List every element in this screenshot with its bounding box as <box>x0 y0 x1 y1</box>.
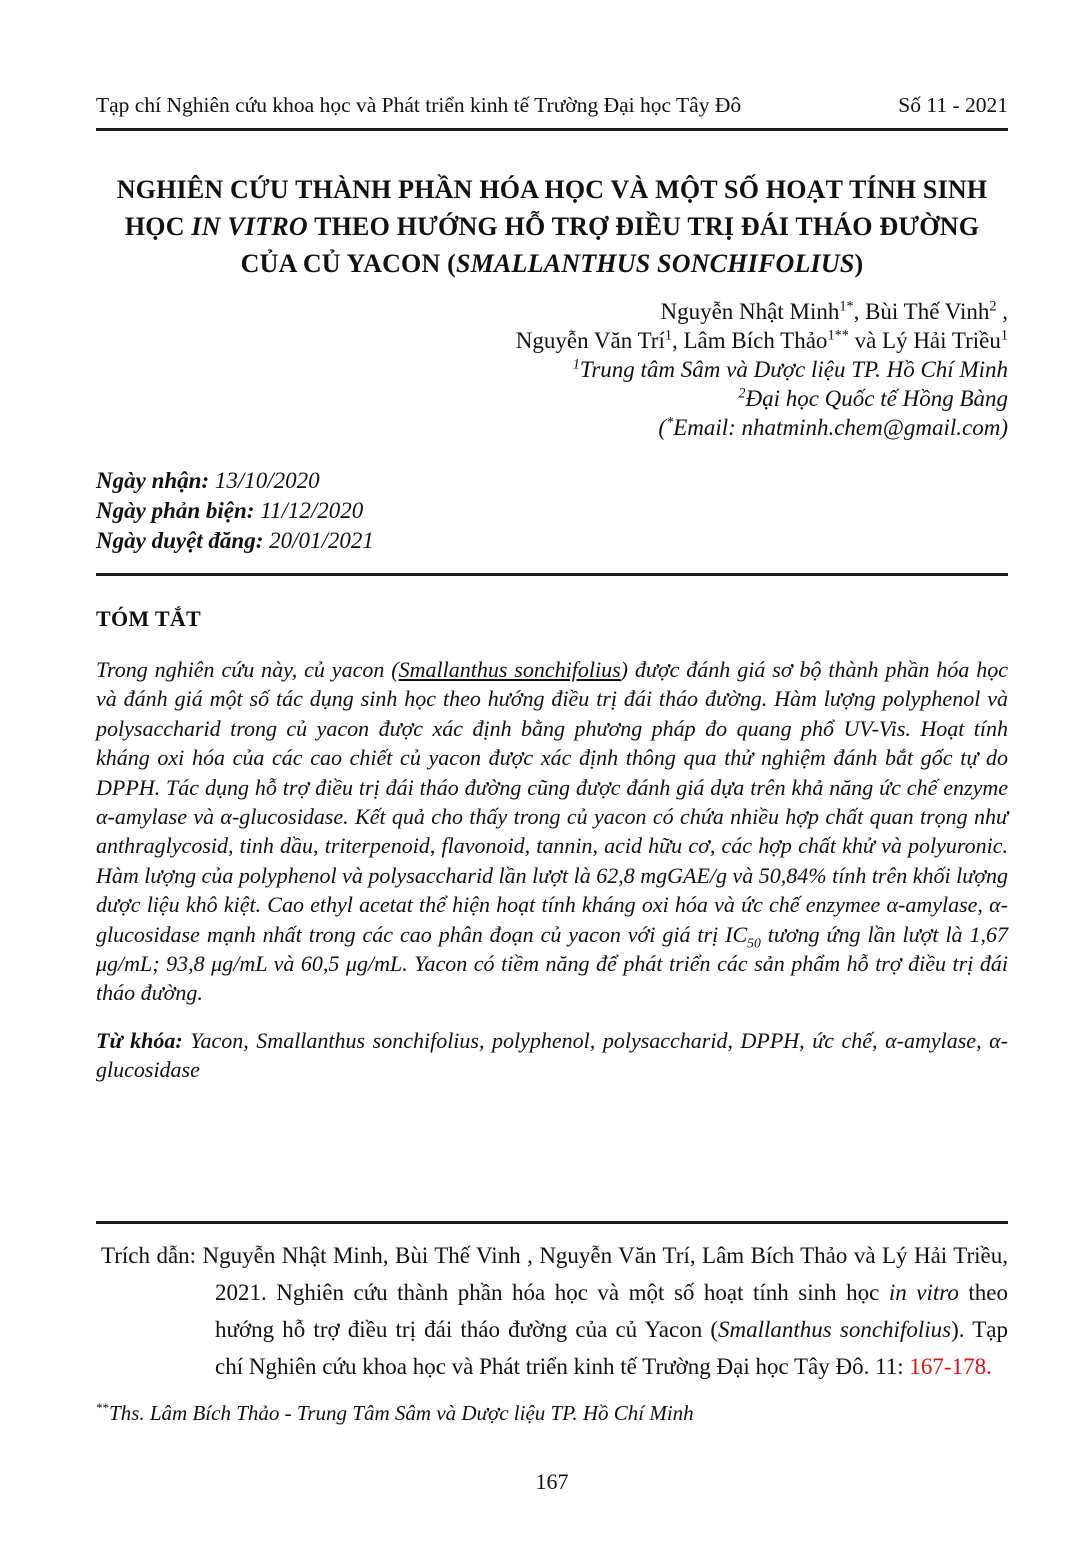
date-accepted <box>96 526 1008 556</box>
email-line: (*Email: nhatminh.chem@gmail.com) <box>658 414 1008 440</box>
date-accepted-label: Ngày duyệt đăng: <box>96 527 264 553</box>
keywords-label: Từ khóa: <box>96 1027 183 1053</box>
dates-block <box>96 466 1008 556</box>
date-accepted-value: 20/01/2021 <box>263 527 374 553</box>
article-title: NGHIÊN CỨU THÀNH PHẦN HÓA HỌC VÀ MỘT SỐ HOẠT TÍNH SINH HỌC IN VITRO THEO HƯỚNG HỖ TRỢ ĐIỀU TRỊ ĐÁI THÁO ĐƯỜNG CỦA CỦ YACON (SMALLANTHUS SONCHIFOLIUS) <box>116 174 988 278</box>
footnote <box>96 1400 1008 1427</box>
footnote-marker: ** <box>96 1399 110 1415</box>
author-line-1: Nguyễn Nhật Minh$^{1*}$, Bùi Thế Vinh$^2$ , <box>660 298 1008 324</box>
keywords <box>96 1026 1008 1085</box>
affiliation-2: $^2$Đại học Quốc tế Hồng Bàng <box>738 385 1008 411</box>
issue-number: Số 11 - 2021 <box>898 93 1008 117</box>
affiliation-1: $^1$Trung tâm Sâm và Dược liệu TP. Hồ Chí Minh <box>572 356 1008 382</box>
date-reviewed <box>96 496 1008 526</box>
date-received-label: Ngày nhận: <box>96 467 210 493</box>
citation: Trích dẫn: Nguyễn Nhật Minh, Bùi Thế Vinh , Nguyễn Văn Trí, Lâm Bích Thảo và Lý Hải Triều, 2021. Nghiên cứu thành phần hóa học và một số hoạt tính sinh học in vitro theo hướng hỗ trợ điều trị đái tháo đường của củ Yacon (Smallanthus sonchifolius). Tạp chí Nghiên cứu khoa học và Phát triển kinh tế Trường Đại học Tây Đô. 11: 167-178. <box>101 1242 1008 1379</box>
date-received-value: 13/10/2020 <box>209 467 320 493</box>
author-line-2: Nguyễn Văn Trí$^1$, Lâm Bích Thảo$^{1**}$ và Lý Hải Triều$^1$ <box>515 327 1008 353</box>
page-number: 167 <box>535 1468 569 1494</box>
keywords-text: Yacon, Smallanthus sonchifolius, polyphenol, polysaccharid, DPPH, ức chế, α-amylase, α-glucosidase <box>96 1027 1008 1083</box>
date-reviewed-value: 11/12/2020 <box>254 497 364 523</box>
date-received <box>96 466 1008 496</box>
abstract-heading: TÓM TẮT <box>96 605 201 631</box>
separator-rule-top <box>96 573 1008 576</box>
separator-rule-bottom <box>96 1221 1008 1224</box>
date-reviewed-label: Ngày phản biện: <box>96 497 255 523</box>
authors-block <box>96 297 1008 442</box>
journal-name: Tạp chí Nghiên cứu khoa học và Phát triển kinh tế Trường Đại học Tây Đô <box>96 93 742 117</box>
footnote-text: Ths. Lâm Bích Thảo - Trung Tâm Sâm và Dược liệu TP. Hồ Chí Minh <box>109 1400 694 1425</box>
journal-header <box>96 92 1008 131</box>
abstract-text: Trong nghiên cứu này, củ yacon (Smallanthus sonchifolius) được đánh giá sơ bộ thành phần hóa học và đánh giá một số tác dụng sinh học theo hướng điều trị đái tháo đường. Hàm lượng polyphenol và polysaccharid trong củ yacon được xác định bằng phương pháp đo quang phổ UV-Vis. Hoạt tính kháng oxi hóa của các cao chiết củ yacon được xác định thông qua thử nghiệm đánh bắt gốc tự do DPPH. Tác dụng hỗ trợ điều trị đái tháo đường cũng được đánh giá dựa trên khả năng ức chế enzyme α-amylase và α-glucosidase. Kết quả cho thấy trong củ yacon có chứa nhiều hợp chất quan trọng như anthraglycosid, tinh dầu, triterpenoid, flavonoid, tannin, acid hữu cơ, các hợp chất khử và polyuronic. Hàm lượng của polyphenol và polysaccharid lần lượt là 62,8 mgGAE/g và 50,84% tính trên khối lượng dược liệu khô kiệt. Cao ethyl acetat thể hiện hoạt tính kháng oxi hóa và ức chế enzymee α-amylase, α-glucosidase mạnh nhất trong các cao phân đoạn củ yacon với giá trị $IC_{50}$ tương ứng lần lượt là 1,67 μg/mL; 93,8 μg/mL và 60,5 μg/mL. Yacon có tiềm năng để phát triển các sản phẩm hỗ trợ điều trị đái tháo đường. <box>96 656 1009 1006</box>
